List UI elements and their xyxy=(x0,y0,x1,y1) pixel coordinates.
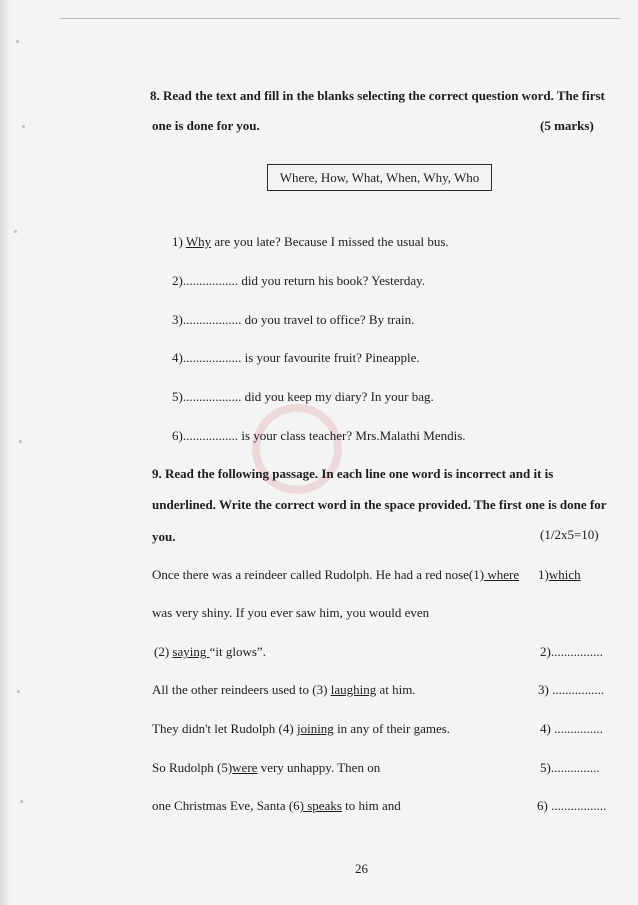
top-rule xyxy=(60,18,620,19)
q9-instruction-line3: you. xyxy=(152,529,176,544)
answer-blank[interactable]: ................ xyxy=(548,682,605,697)
q8-item-6 xyxy=(172,428,466,444)
passage-line-1 xyxy=(152,567,519,583)
answer-6[interactable] xyxy=(537,798,606,814)
answer-number: 5) xyxy=(540,760,551,775)
q9-instruction-line2: underlined. Write the correct word in the space provided. The first one is done for xyxy=(152,497,607,512)
underlined-word: where xyxy=(484,567,520,582)
passage-text: Once there was a reindeer called Rudolph. He had a red nose(1) xyxy=(152,567,485,582)
q8-item-4 xyxy=(172,350,420,366)
scan-speck xyxy=(22,125,25,128)
item-number: 6) xyxy=(172,428,183,443)
underlined-word: ) speaks xyxy=(299,798,342,813)
passage-line-5 xyxy=(152,721,450,737)
example-answer: Why xyxy=(185,234,212,249)
answer-blank[interactable]: ................ xyxy=(550,644,603,659)
passage-line-3 xyxy=(154,644,266,660)
q8-marks: (5 marks) xyxy=(540,118,594,133)
answer-blank[interactable]: ............... xyxy=(550,760,600,775)
answer-blank[interactable]: ................. xyxy=(547,798,607,813)
item-text: is your class teacher? Mrs.Malathi Mendis. xyxy=(238,428,466,443)
item-number: 4) xyxy=(172,350,183,365)
answer-blank[interactable]: ................. xyxy=(182,273,239,288)
answer-blank[interactable]: .................. xyxy=(182,389,242,404)
answer-number: 1) xyxy=(538,567,549,582)
item-text: did you keep my diary? In your bag. xyxy=(241,389,434,404)
passage-text: was very shiny. If you ever saw him, you would even xyxy=(152,605,430,620)
scan-edge xyxy=(0,0,10,905)
passage-text: to him and xyxy=(341,798,401,813)
answer-blank[interactable]: ............... xyxy=(550,721,603,736)
q8-item-5 xyxy=(172,389,434,405)
item-number: 5) xyxy=(172,389,183,404)
answer-1 xyxy=(538,567,581,583)
answer-number: 4) xyxy=(540,721,551,736)
q8-instruction-line1: 8. Read the text and fill in the blanks selecting the correct question word. The first xyxy=(150,88,605,103)
answer-number: 6) xyxy=(537,798,548,813)
underlined-word: laughing xyxy=(330,682,377,697)
answer-blank[interactable]: .................. xyxy=(182,350,242,365)
example-answer: which xyxy=(548,567,581,582)
underlined-word: were xyxy=(232,760,258,775)
underlined-word: saying xyxy=(172,644,210,659)
answer-number: 3) xyxy=(538,682,549,697)
q9-marks: (1/2x5=10) xyxy=(540,527,599,542)
scan-speck xyxy=(16,40,19,43)
answer-blank[interactable]: .................. xyxy=(182,312,242,327)
question-word-box: Where, How, What, When, Why, Who xyxy=(267,164,492,191)
passage-text: very unhappy. Then on xyxy=(257,760,381,775)
scan-speck xyxy=(19,440,22,443)
scan-speck xyxy=(20,800,23,803)
answer-4[interactable] xyxy=(540,721,603,737)
answer-2[interactable] xyxy=(540,644,603,660)
passage-text: (2) xyxy=(154,644,173,659)
item-text: are you late? Because I missed the usual bus. xyxy=(211,234,449,249)
q8-item-1 xyxy=(172,234,449,250)
item-text: did you return his book? Yesterday. xyxy=(238,273,426,288)
q8-instruction-line2: one is done for you. xyxy=(152,118,260,133)
q8-item-3 xyxy=(172,312,414,328)
page-number: 26 xyxy=(355,861,368,876)
scan-speck xyxy=(14,230,17,233)
passage-text: one Christmas Eve, Santa (6 xyxy=(152,798,300,813)
passage-text: All the other reindeers used to (3) xyxy=(152,682,331,697)
answer-5[interactable] xyxy=(540,760,600,776)
item-text: do you travel to office? By train. xyxy=(241,312,415,327)
scan-speck xyxy=(17,690,20,693)
passage-line-6 xyxy=(152,760,380,776)
passage-text: in any of their games. xyxy=(333,721,451,736)
q8-item-2 xyxy=(172,273,425,289)
item-text: is your favourite fruit? Pineapple. xyxy=(241,350,420,365)
q9-instruction-line1: 9. Read the following passage. In each line one word is incorrect and it is xyxy=(152,466,554,481)
passage-text: at him. xyxy=(376,682,416,697)
passage-text: “it glows”. xyxy=(209,644,266,659)
item-number: 1) xyxy=(172,234,183,249)
passage-line-4 xyxy=(152,682,416,698)
underlined-word: joining xyxy=(296,721,334,736)
answer-blank[interactable]: ................. xyxy=(182,428,239,443)
answer-number: 2) xyxy=(540,644,551,659)
passage-line-7 xyxy=(152,798,401,814)
item-number: 3) xyxy=(172,312,183,327)
passage-text: They didn't let Rudolph (4) xyxy=(152,721,297,736)
item-number: 2) xyxy=(172,273,183,288)
answer-3[interactable] xyxy=(538,682,604,698)
passage-line-2 xyxy=(152,605,429,621)
passage-text: So Rudolph (5) xyxy=(152,760,233,775)
